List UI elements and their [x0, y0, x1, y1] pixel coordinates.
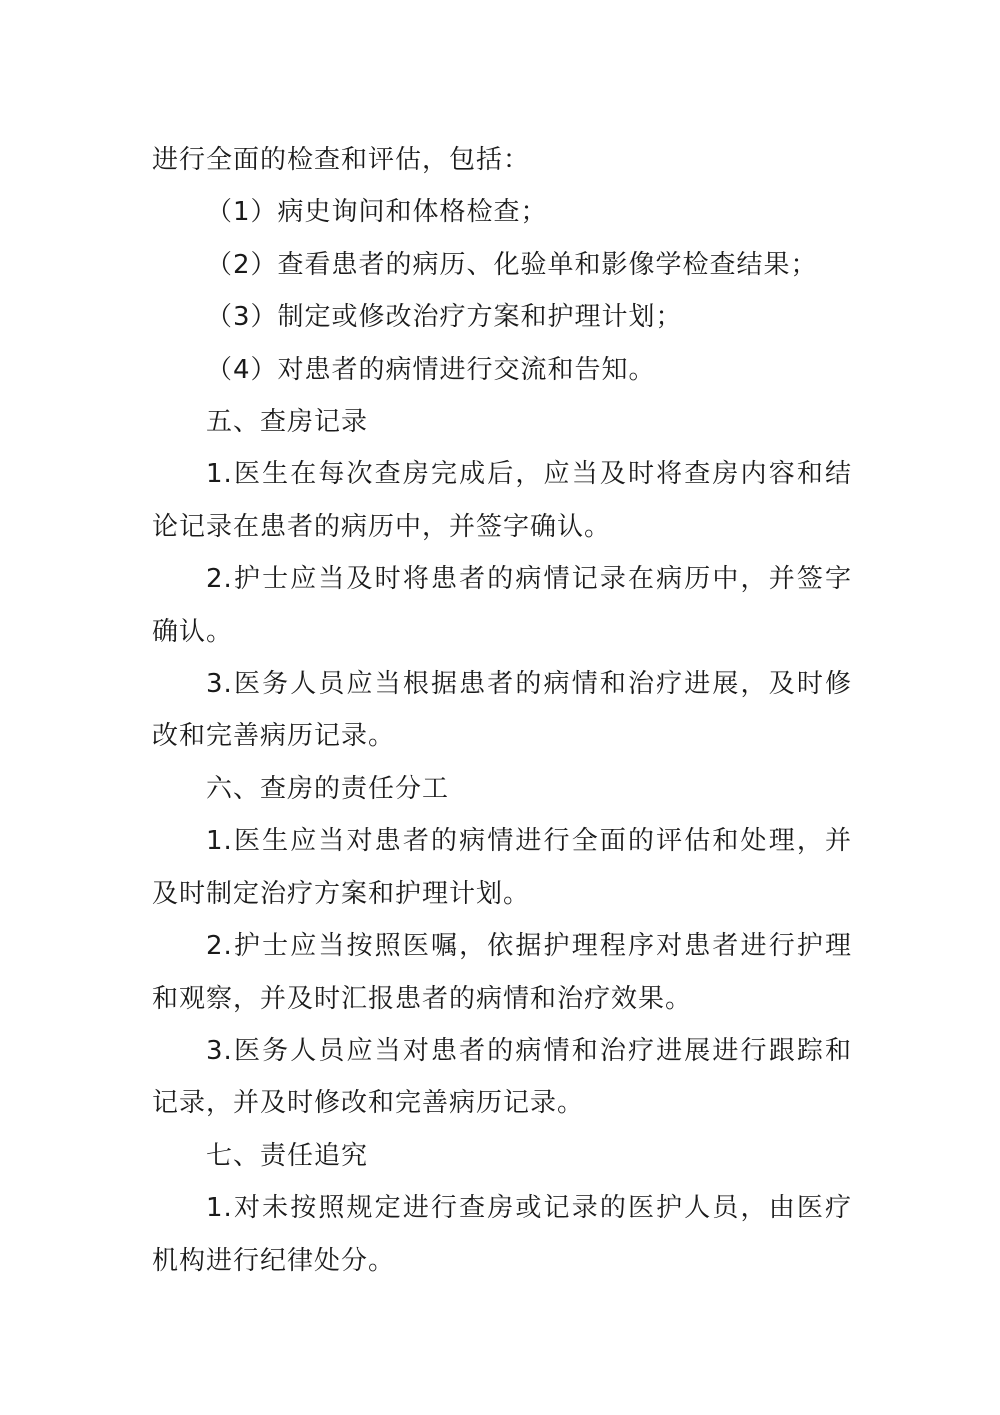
paragraph-6-1: 1.医生应当对患者的病情进行全面的评估和处理，并及时制定治疗方案和护理计划。 [152, 826, 852, 909]
section-heading-7: 七、责任追究 [206, 1140, 369, 1171]
list-item-3: （3）制定或修改治疗方案和护理计划； [206, 302, 683, 333]
paragraph-5-2: 2.护士应当及时将患者的病情记录在病历中，并签字确认。 [152, 564, 852, 647]
section-heading-6: 六、查房的责任分工 [206, 773, 450, 804]
paragraph-6-2: 2.护士应当按照医嘱，依据护理程序对患者进行护理和观察，并及时汇报患者的病情和治疗效果。 [152, 931, 852, 1014]
paragraph-5-1: 1.医生在每次查房完成后，应当及时将查房内容和结论记录在患者的病历中，并签字确认。 [152, 459, 852, 542]
paragraph-6-3: 3.医务人员应当对患者的病情和治疗进展进行跟踪和记录，并及时修改和完善病历记录。 [152, 1035, 852, 1119]
list-item-4: （4）对患者的病情进行交流和告知。 [206, 354, 656, 385]
list-item-2: （2）查看患者的病历、化验单和影像学检查结果； [206, 249, 818, 280]
paragraph-7-1: 1.对未按照规定进行查房或记录的医护人员，由医疗机构进行纪律处分。 [152, 1193, 852, 1276]
paragraph-5-3: 3.医务人员应当根据患者的病情和治疗进展，及时修改和完善病历记录。 [152, 669, 852, 752]
section-heading-5: 五、查房记录 [206, 407, 369, 438]
list-item-1: （1）病史询问和体格检查； [206, 197, 548, 228]
document-body [152, 134, 852, 1287]
paragraph-continuation: 进行全面的检查和评估，包括： [152, 145, 531, 175]
